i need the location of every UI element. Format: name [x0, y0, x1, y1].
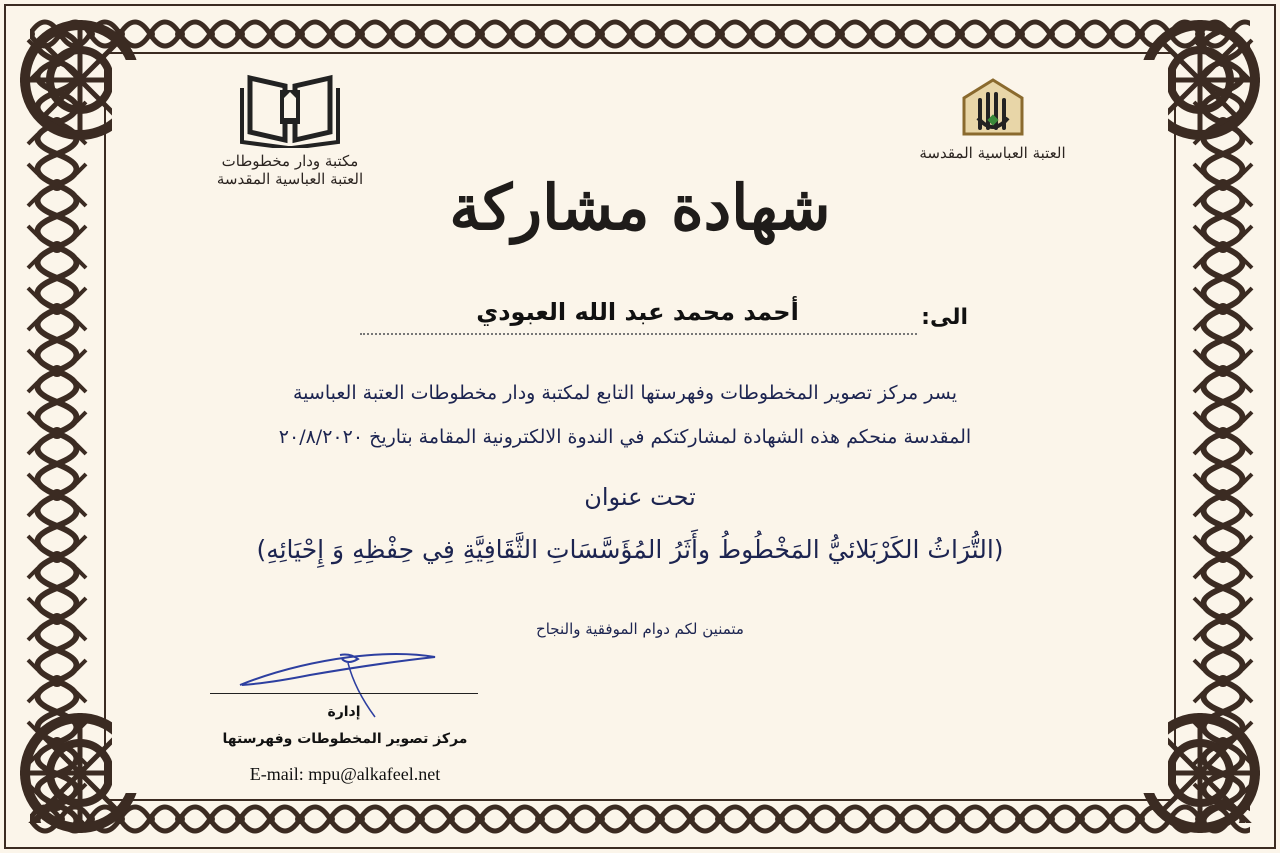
ornament-bottom-band: [30, 795, 1250, 843]
recipient-name: أحمد محمد عبد الله العبودي: [476, 298, 799, 326]
body-text-line-1: يسر مركز تصوير المخطوطات وفهرستها التابع لمكتبة ودار مخطوطات العتبة العباسية: [293, 382, 957, 404]
library-logo: [205, 68, 375, 228]
signature-center-name: مركز تصوير المخطوطات وفهرستها: [222, 731, 468, 747]
shrine-logo: [905, 78, 1080, 198]
body-text-line-2: المقدسة منحكم هذه الشهادة لمشاركتكم في الندوة الالكترونية المقامة بتاريخ ٢٠/٨/٢٠٢٠: [278, 426, 972, 448]
shrine-logo-caption: العتبة العباسية المقدسة: [919, 144, 1066, 162]
signature-admin-label: إدارة: [327, 704, 361, 720]
ornament-top-band: [30, 10, 1250, 58]
hand-emblem-icon: [958, 78, 1028, 140]
library-logo-caption-2: العتبة العباسية المقدسة: [216, 170, 364, 188]
seminar-topic: (التُّرَاثُ الكَرْبَلائيُّ المَخْطُوطُ وأَثَرُ المُؤَسَّسَاتِ الثَّقَافِيَّةِ فِي حِفْظِهِ وَ إِحْيَائِهِ): [256, 535, 1004, 564]
signature-line: [210, 693, 478, 694]
contact-email[interactable]: E-mail: mpu@alkafeel.net: [249, 764, 441, 784]
to-label: الى:: [921, 305, 968, 330]
closing-wishes: متمنين لكم دوام الموفقية والنجاح: [536, 620, 744, 638]
book-icon: [240, 68, 340, 148]
subtitle-label: تحت عنوان: [584, 483, 696, 511]
certificate-title: شهادة مشاركة: [449, 171, 831, 244]
recipient-underline: [360, 333, 917, 335]
library-logo-caption-1: مكتبة ودار مخطوطات: [221, 152, 359, 170]
